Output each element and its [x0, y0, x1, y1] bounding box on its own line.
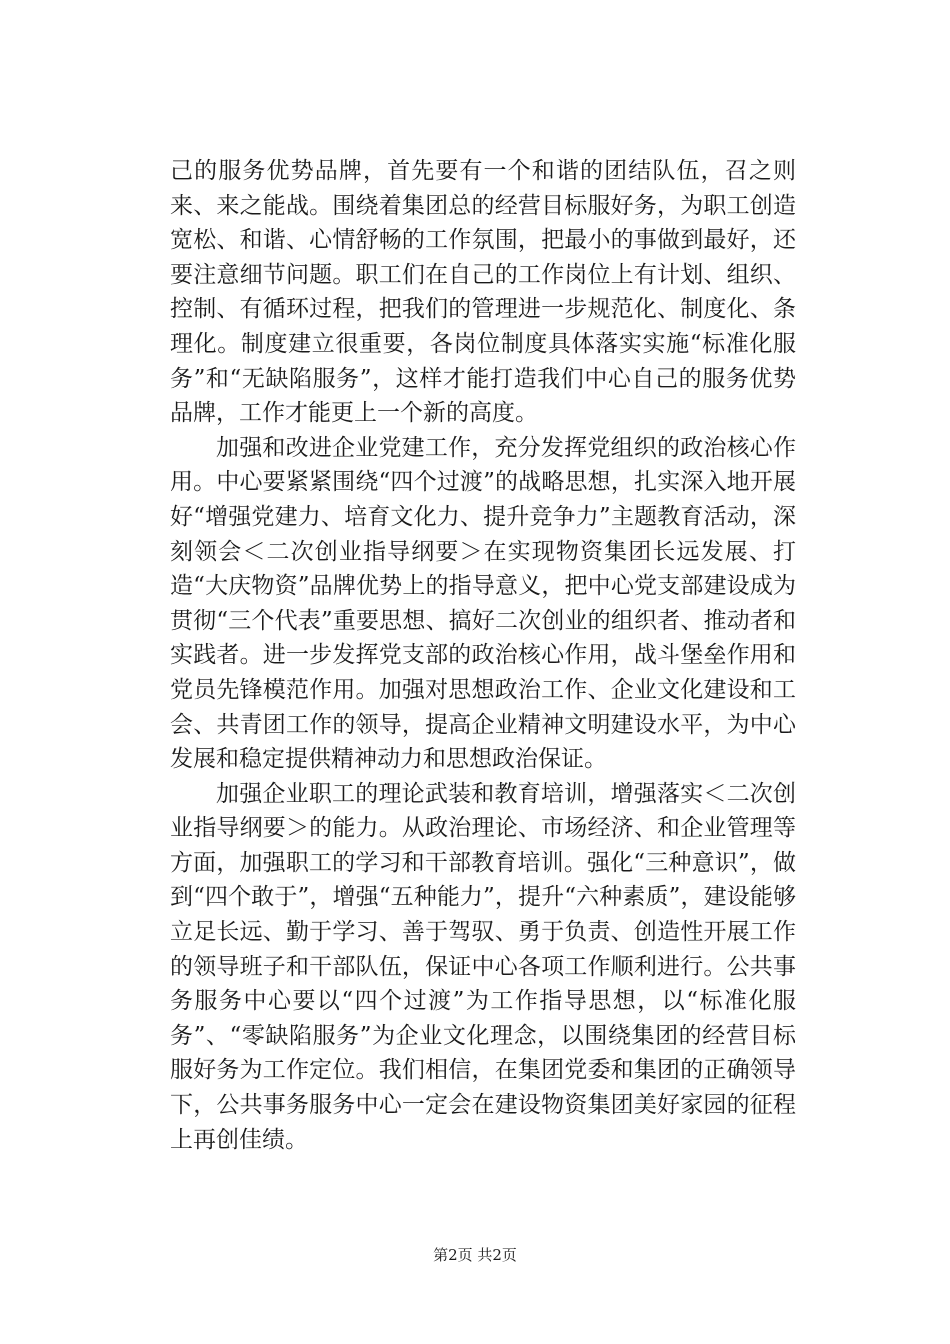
paragraph-1: 己的服务优势品牌，首先要有一个和谐的团结队伍，召之则来、来之能战。围绕着集团总的经营目标服好务，为职工创造宽松、和谐、心情舒畅的工作氛围，把最小的事做到最好，还要注意细节问题。职工们在自己的工作岗位上有计划、组织、控制、有循环过程，把我们的管理进一步规范化、制度化、条理化。制度建立很重要，各岗位制度具体落实实施“标准化服务”和“无缺陷服务”，这样才能打造我们中心自己的服务优势品牌，工作才能更上一个新的高度。: [170, 158, 796, 427]
paragraph-3: 加强企业职工的理论武装和教育培训，增强落实＜二次创业指导纲要＞的能力。从政治理论、市场经济、和企业管理等方面，加强职工的学习和干部教育培训。强化“三种意识”，做到“四个敢于”，增强“五种能力”，提升“六种素质”，建设能够立足长远、勤于学习、善于驾驭、勇于负责、创造性开展工作的领导班子和干部队伍，保证中心各项工作顺利进行。公共事务服务中心要以“四个过渡”为工作指导思想，以“标准化服务”、“零缺陷服务”为企业文化理念，以围绕集团的经营目标服好务为工作定位。我们相信，在集团党委和集团的正确领导下，公共事务服务中心一定会在建设物资集团美好家园的征程上再创佳绩。: [170, 780, 796, 1153]
page-number-label: 第2页 共2页: [433, 1246, 517, 1264]
page-footer: [0, 1244, 950, 1265]
document-body: [170, 154, 796, 1157]
paragraph-2: 加强和改进企业党建工作，充分发挥党组织的政治核心作用。中心要紧紧围绕“四个过渡”的战略思想，扎实深入地开展好“增强党建力、培育文化力、提升竞争力”主题教育活动，深刻领会＜二次创业指导纲要＞在实现物资集团长远发展、打造“大庆物资”品牌优势上的指导意义，把中心党支部建设成为贯彻“三个代表”重要思想、搞好二次创业的组织者、推动者和实践者。进一步发挥党支部的政治核心作用，战斗堡垒作用和党员先锋模范作用。加强对思想政治工作、企业文化建设和工会、共青团工作的领导，提高企业精神文明建设水平，为中心发展和稳定提供精神动力和思想政治保证。: [170, 434, 796, 773]
